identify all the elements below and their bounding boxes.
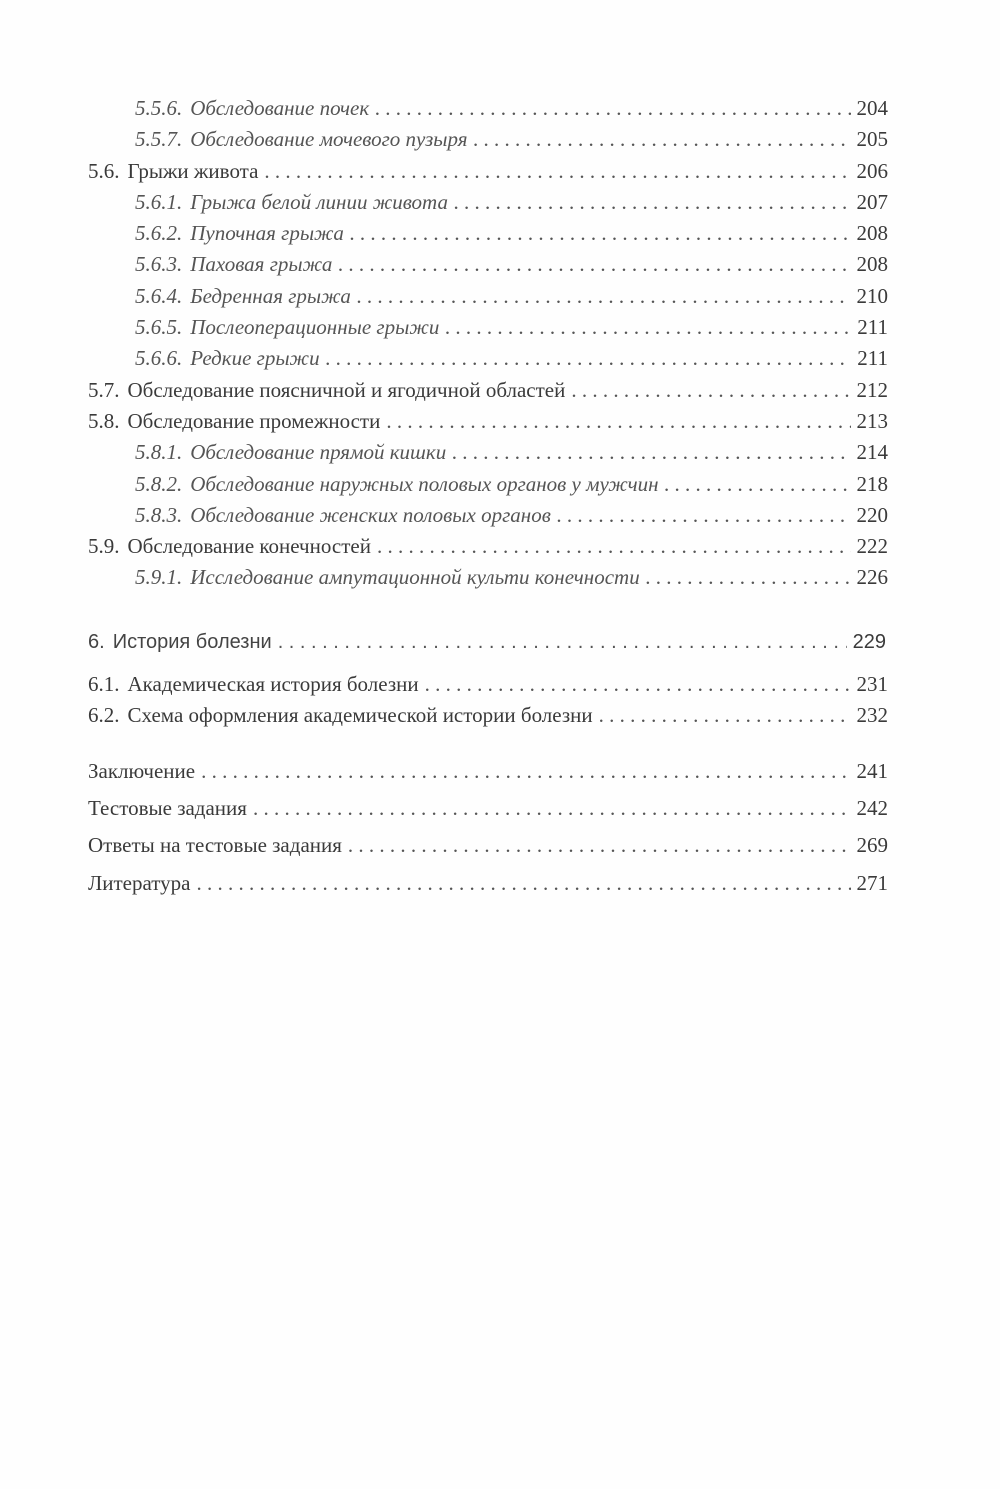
dot-leader bbox=[350, 221, 851, 246]
toc-entry-page: 229 bbox=[852, 630, 886, 653]
toc-entry-number: 5.6. bbox=[88, 158, 120, 183]
toc-entry-literature bbox=[88, 871, 888, 902]
dot-leader bbox=[665, 472, 851, 497]
toc-entry-page: 210 bbox=[856, 283, 888, 308]
toc-entry-5-6-5 bbox=[88, 315, 888, 346]
toc-entry-5-6-1 bbox=[88, 190, 888, 221]
toc-entry-number: 6.2. bbox=[88, 703, 120, 728]
toc-entry-page: 220 bbox=[856, 502, 888, 527]
toc-entry-title: Обследование почек bbox=[190, 96, 370, 120]
toc-entry-5-9 bbox=[88, 534, 888, 565]
toc-entry-title: Обследование конечностей bbox=[127, 534, 371, 559]
toc-entry-page: 218 bbox=[856, 471, 888, 496]
toc-entry-5-6-2 bbox=[88, 221, 888, 252]
toc-entry-page: 212 bbox=[856, 377, 888, 402]
toc-entry-title: История болезни bbox=[112, 630, 272, 653]
dot-leader bbox=[253, 796, 851, 821]
toc-entry-5-6-3 bbox=[88, 252, 888, 283]
toc-entry-title: Пупочная грыжа bbox=[190, 221, 344, 246]
toc-entry-number: 5.6.4. bbox=[135, 283, 183, 308]
dot-leader bbox=[425, 672, 851, 697]
dot-leader bbox=[599, 703, 851, 728]
toc-entry-page: 271 bbox=[856, 870, 888, 895]
dot-leader bbox=[348, 833, 851, 858]
toc-entry-title: Схема оформления академической истории болезни bbox=[127, 703, 593, 728]
toc-entry-title: Литература bbox=[88, 870, 191, 895]
toc-entry-number: 5.8.2. bbox=[135, 471, 183, 496]
toc-entry-5-7 bbox=[88, 378, 888, 409]
toc-entry-6-1 bbox=[88, 672, 888, 703]
toc-entry-page: 242 bbox=[856, 795, 888, 820]
toc-entry-page: 206 bbox=[856, 158, 888, 183]
toc-entry-page: 231 bbox=[856, 672, 888, 697]
toc-entry-5-6 bbox=[88, 159, 888, 190]
toc-entry-5-8-1 bbox=[88, 440, 888, 471]
toc-entry-number: 5.5.6. bbox=[135, 96, 183, 120]
dot-leader bbox=[264, 159, 850, 184]
toc-entry-title: Обследование промежности bbox=[127, 408, 381, 433]
table-of-contents bbox=[88, 96, 888, 902]
toc-entry-title: Обследование поясничной и ягодичной областей bbox=[127, 377, 566, 402]
toc-entry-number: 5.6.2. bbox=[135, 221, 183, 246]
toc-entry-number: 5.8.1. bbox=[135, 440, 183, 465]
toc-entry-page: 211 bbox=[857, 346, 888, 371]
toc-entry-title: Паховая грыжа bbox=[190, 252, 333, 277]
dot-leader bbox=[278, 631, 847, 654]
dot-leader bbox=[557, 503, 851, 528]
toc-entry-number: 5.6.6. bbox=[135, 346, 183, 371]
toc-entry-page: 205 bbox=[856, 127, 888, 152]
toc-entry-title: Обследование наружных половых органов у мужчин bbox=[190, 471, 659, 496]
toc-entry-title: Послеоперационные грыжи bbox=[190, 315, 440, 340]
dot-leader bbox=[386, 409, 850, 434]
toc-entry-number: 6. bbox=[88, 630, 105, 653]
toc-entry-number: 5.7. bbox=[88, 377, 120, 402]
toc-entry-5-5-7 bbox=[88, 127, 888, 158]
toc-entry-title: Обследование мочевого пузыря bbox=[190, 127, 468, 152]
toc-entry-5-9-1 bbox=[88, 565, 888, 596]
toc-entry-5-6-4 bbox=[88, 284, 888, 315]
toc-entry-page: 211 bbox=[857, 315, 888, 340]
toc-entry-title: Ответы на тестовые задания bbox=[88, 833, 342, 858]
toc-entry-page: 241 bbox=[856, 758, 888, 783]
dot-leader bbox=[646, 565, 851, 590]
toc-entry-conclusion bbox=[88, 759, 888, 790]
toc-entry-5-6-6 bbox=[88, 346, 888, 377]
toc-entry-page: 232 bbox=[856, 703, 888, 728]
toc-entry-page: 208 bbox=[856, 252, 888, 277]
dot-leader bbox=[201, 759, 850, 784]
toc-entry-page: 213 bbox=[856, 408, 888, 433]
dot-leader bbox=[571, 378, 850, 403]
toc-entry-number: 5.6.5. bbox=[135, 315, 183, 340]
dot-leader bbox=[474, 127, 851, 152]
toc-entry-page: 226 bbox=[856, 565, 888, 590]
toc-entry-title: Бедренная грыжа bbox=[190, 283, 351, 308]
toc-entry-5-8 bbox=[88, 409, 888, 440]
toc-entry-page: 222 bbox=[856, 534, 888, 559]
toc-entry-5-8-3 bbox=[88, 503, 888, 534]
toc-entry-title: Обследование прямой кишки bbox=[190, 440, 447, 465]
toc-entry-number: 5.8.3. bbox=[135, 502, 183, 527]
toc-entry-title: Тестовые задания bbox=[88, 795, 247, 820]
toc-entry-page: 214 bbox=[856, 440, 888, 465]
toc-entry-6-2 bbox=[88, 703, 888, 734]
dot-leader bbox=[338, 252, 850, 277]
toc-entry-number: 5.8. bbox=[88, 408, 120, 433]
toc-chapter-6 bbox=[88, 631, 888, 662]
toc-entry-tests bbox=[88, 796, 888, 827]
dot-leader bbox=[454, 190, 851, 215]
toc-entry-number: 5.9.1. bbox=[135, 565, 183, 590]
toc-entry-title: Грыжа белой линии живота bbox=[190, 189, 448, 214]
dot-leader bbox=[445, 315, 851, 340]
toc-entry-page: 204 bbox=[856, 96, 888, 120]
toc-entry-title: Редкие грыжи bbox=[190, 346, 320, 371]
toc-entry-page: 208 bbox=[856, 221, 888, 246]
toc-entry-page: 269 bbox=[856, 833, 888, 858]
toc-entry-number: 5.5.7. bbox=[135, 127, 183, 152]
dot-leader bbox=[452, 440, 850, 465]
toc-entry-title: Заключение bbox=[88, 758, 196, 783]
toc-entry-title: Академическая история болезни bbox=[127, 672, 419, 697]
toc-entry-title: Исследование ампутационной культи конечности bbox=[190, 565, 640, 590]
toc-entry-title: Обследование женских половых органов bbox=[190, 502, 551, 527]
toc-entry-number: 5.9. bbox=[88, 534, 120, 559]
dot-leader bbox=[375, 96, 850, 121]
dot-leader bbox=[377, 534, 851, 559]
toc-entry-number: 5.6.1. bbox=[135, 189, 183, 214]
toc-entry-5-8-2 bbox=[88, 472, 888, 503]
dot-leader bbox=[357, 284, 851, 309]
toc-entry-number: 5.6.3. bbox=[135, 252, 183, 277]
toc-entry-page: 207 bbox=[856, 189, 888, 214]
toc-entry-title: Грыжи живота bbox=[127, 158, 259, 183]
toc-entry-5-5-6 bbox=[88, 96, 888, 127]
toc-entry-number: 6.1. bbox=[88, 672, 120, 697]
dot-leader bbox=[196, 871, 850, 896]
dot-leader bbox=[326, 346, 852, 371]
toc-entry-answers bbox=[88, 833, 888, 864]
